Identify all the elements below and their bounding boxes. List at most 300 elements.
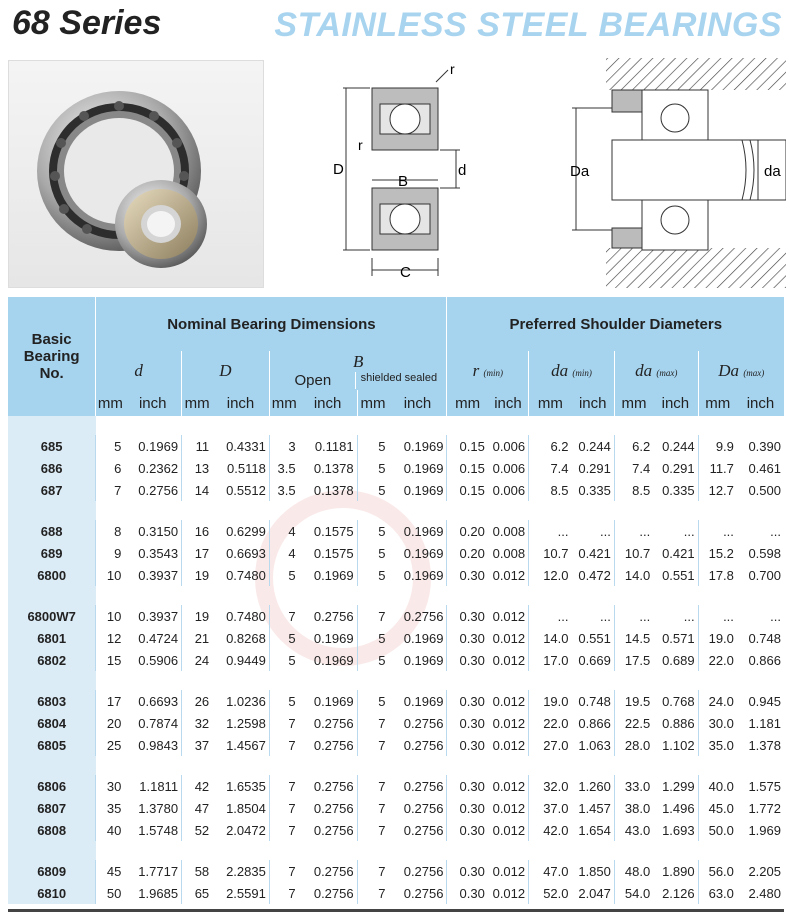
table-cell: 7 — [269, 797, 298, 819]
table-cell: 1.496 — [662, 800, 695, 816]
table-cell: 33.0 — [614, 775, 653, 797]
table-cell: 1.969 — [748, 822, 781, 838]
table-row — [8, 627, 784, 649]
table-cell: 5 — [96, 435, 125, 457]
table-cell: 1.260 — [578, 778, 611, 794]
unit-inch: inch — [388, 390, 447, 416]
table-cell: 16 — [182, 520, 213, 542]
table-cell: 0.30 — [447, 882, 488, 904]
bearing-number: 6800 — [8, 564, 96, 586]
table-cell: 5 — [269, 564, 298, 586]
page-title: 68 Series — [12, 4, 162, 42]
units-row — [8, 390, 784, 416]
table-cell: 7 — [357, 819, 388, 841]
table-cell: 0.500 — [748, 482, 781, 498]
table-cell: 37.0 — [529, 797, 572, 819]
table-cell: 0.1969 — [313, 630, 354, 646]
table-cell: 0.30 — [447, 797, 488, 819]
table-cell: 8 — [96, 520, 125, 542]
table-cell: 5 — [357, 435, 388, 457]
table-cell: 0.2362 — [138, 460, 179, 476]
table-cell: 0.2756 — [313, 737, 354, 753]
table-cell: 9 — [96, 542, 125, 564]
table-cell: 1.850 — [578, 863, 611, 879]
bearing-number: 6803 — [8, 690, 96, 712]
unit-mm: mm — [529, 390, 572, 416]
col-Da-max-header: Da (max) — [698, 351, 784, 390]
table-cell: ... — [529, 520, 572, 542]
table-cell: 0.1969 — [403, 693, 444, 709]
table-cell: 0.6299 — [226, 523, 266, 539]
table-cell: 5 — [357, 627, 388, 649]
table-cell: 3 — [269, 435, 298, 457]
shoulder-diameter-diagram — [562, 58, 786, 290]
table-cell: 8.5 — [529, 479, 572, 501]
table-cell: ... — [698, 605, 737, 627]
table-cell: 30 — [96, 775, 125, 797]
table-cell: 0.4331 — [226, 438, 266, 454]
table-cell: ... — [600, 608, 611, 624]
table-cell: 32.0 — [529, 775, 572, 797]
table-cell: 0.006 — [492, 482, 526, 498]
table-cell: 19 — [182, 605, 213, 627]
table-row — [8, 605, 784, 627]
table-cell: 0.20 — [447, 520, 488, 542]
spacer-row — [8, 501, 784, 520]
table-cell: 0.421 — [578, 545, 611, 561]
table-cell: 0.1969 — [403, 652, 444, 668]
table-cell: 42.0 — [529, 819, 572, 841]
table-cell: 5 — [269, 627, 298, 649]
table-cell: 11.7 — [698, 457, 737, 479]
table-cell: 43.0 — [614, 819, 653, 841]
table-cell: ... — [683, 608, 695, 624]
table-cell: 7 — [357, 882, 388, 904]
table-cell: ... — [683, 523, 695, 539]
spacer-row — [8, 756, 784, 775]
table-cell: 0.3543 — [138, 545, 179, 561]
table-cell: 4 — [269, 520, 298, 542]
table-cell: 17.8 — [698, 564, 737, 586]
col-da-max-header: da (max) — [614, 351, 698, 390]
table-cell: 0.2756 — [403, 822, 444, 838]
table-cell: 0.244 — [662, 438, 695, 454]
table-cell: 63.0 — [698, 882, 737, 904]
table-cell: 0.6693 — [138, 693, 179, 709]
table-cell: 6.2 — [614, 435, 653, 457]
table-cell: 0.1969 — [403, 482, 444, 498]
table-cell: 30.0 — [698, 712, 737, 734]
table-cell: 1.181 — [748, 715, 781, 731]
table-cell: 50 — [96, 882, 125, 904]
table-cell: 0.3937 — [138, 567, 179, 583]
table-cell: 22.5 — [614, 712, 653, 734]
table-cell: 1.378 — [748, 737, 781, 753]
table-cell: 0.012 — [492, 567, 526, 583]
table-cell: 0.2756 — [403, 608, 444, 624]
col-shielded-header: shielded sealed — [355, 372, 442, 389]
table-cell: 0.2756 — [313, 863, 354, 879]
bearing-photo-illustration — [9, 61, 263, 287]
table-cell: 2.480 — [748, 885, 781, 901]
table-cell: 1.890 — [662, 863, 695, 879]
table-cell: 0.700 — [748, 567, 781, 583]
table-cell: 0.012 — [492, 715, 526, 731]
table-cell: 0.291 — [662, 460, 695, 476]
table-cell: 58 — [182, 860, 213, 882]
table-row — [8, 479, 784, 501]
table-cell: 0.1575 — [313, 523, 354, 539]
table-cell: 0.012 — [492, 693, 526, 709]
table-cell: 2.0472 — [226, 822, 266, 838]
table-cell: 40 — [96, 819, 125, 841]
label-d: d — [458, 162, 467, 179]
table-cell: 0.2756 — [403, 778, 444, 794]
table-cell: 0.006 — [492, 438, 526, 454]
table-cell: 37 — [182, 734, 213, 756]
table-cell: 5 — [357, 542, 388, 564]
table-cell: 7 — [269, 712, 298, 734]
table-cell: 0.3937 — [138, 608, 179, 624]
table-cell: 0.006 — [492, 460, 526, 476]
table-cell: 7 — [357, 712, 388, 734]
spacer-row — [8, 586, 784, 605]
table-cell: 7.4 — [614, 457, 653, 479]
bearing-number: 687 — [8, 479, 96, 501]
table-cell: 1.7717 — [138, 863, 179, 879]
table-cell: 3.5 — [269, 479, 298, 501]
table-cell: 7 — [269, 775, 298, 797]
table-cell: 47 — [182, 797, 213, 819]
table-cell: 0.2756 — [313, 715, 354, 731]
table-cell: 0.291 — [578, 460, 611, 476]
table-cell: 17.0 — [529, 649, 572, 671]
bearing-number: 6806 — [8, 775, 96, 797]
table-cell: 0.7480 — [226, 608, 266, 624]
table-cell: 0.748 — [578, 693, 611, 709]
unit-mm: mm — [182, 390, 213, 416]
table-cell: 1.575 — [748, 778, 781, 794]
table-row — [8, 564, 784, 586]
table-cell: 1.1811 — [139, 778, 179, 794]
table-cell: 5 — [357, 564, 388, 586]
unit-inch: inch — [653, 390, 698, 416]
table-cell: 0.2756 — [313, 608, 354, 624]
table-cell: 1.693 — [662, 822, 695, 838]
table-cell: 56.0 — [698, 860, 737, 882]
table-cell: 1.4567 — [226, 737, 266, 753]
label-Da: Da — [570, 163, 590, 180]
page-subtitle: STAINLESS STEEL BEARINGS — [274, 6, 782, 44]
table-cell: 0.012 — [492, 737, 526, 753]
table-cell: 0.30 — [447, 775, 488, 797]
table-cell: 0.571 — [662, 630, 695, 646]
table-cell: 0.012 — [492, 778, 526, 794]
table-cell: 0.15 — [447, 457, 488, 479]
unit-inch: inch — [124, 390, 181, 416]
unit-mm: mm — [96, 390, 125, 416]
table-cell: 0.1969 — [403, 545, 444, 561]
table-cell: 65 — [182, 882, 213, 904]
table-cell: 7 — [357, 860, 388, 882]
table-cell: 1.063 — [578, 737, 611, 753]
table-cell: 0.768 — [662, 693, 695, 709]
table-cell: 15.2 — [698, 542, 737, 564]
table-cell: 7.4 — [529, 457, 572, 479]
table-cell: 21 — [182, 627, 213, 649]
table-row — [8, 435, 784, 457]
col-d-header: d — [96, 351, 182, 390]
table-cell: 12.7 — [698, 479, 737, 501]
bearing-number: 686 — [8, 457, 96, 479]
table-cell: 0.012 — [492, 608, 526, 624]
table-cell: 19.0 — [698, 627, 737, 649]
table-cell: 2.047 — [578, 885, 611, 901]
table-cell: 26 — [182, 690, 213, 712]
table-cell: 40.0 — [698, 775, 737, 797]
table-cell: 1.6535 — [226, 778, 266, 794]
table-row — [8, 819, 784, 841]
table-cell: 22.0 — [698, 649, 737, 671]
table-cell: 0.2756 — [313, 800, 354, 816]
unit-mm: mm — [269, 390, 298, 416]
table-cell: 0.1969 — [313, 693, 354, 709]
table-cell: 22.0 — [529, 712, 572, 734]
table-cell: 0.2756 — [313, 822, 354, 838]
table-cell: 45.0 — [698, 797, 737, 819]
table-cell: 0.335 — [662, 482, 695, 498]
table-cell: 1.299 — [662, 778, 695, 794]
table-cell: 17 — [96, 690, 125, 712]
table-row — [8, 797, 784, 819]
table-cell: 5 — [357, 520, 388, 542]
table-cell: 0.689 — [662, 652, 695, 668]
table-cell: ... — [614, 605, 653, 627]
table-cell: 0.335 — [578, 482, 611, 498]
bearing-number: 688 — [8, 520, 96, 542]
table-cell: 0.9449 — [226, 652, 266, 668]
table-cell: 0.1181 — [314, 438, 354, 454]
table-cell: 0.2756 — [403, 800, 444, 816]
table-cell: 14 — [182, 479, 213, 501]
table-cell: 0.1969 — [403, 523, 444, 539]
table-cell: 0.1575 — [313, 545, 354, 561]
table-cell: 0.551 — [662, 567, 695, 583]
table-row — [8, 649, 784, 671]
table-cell: 7 — [357, 734, 388, 756]
table-cell: 24 — [182, 649, 213, 671]
table-cell: 0.4724 — [138, 630, 179, 646]
table-row — [8, 775, 784, 797]
table-cell: 0.1969 — [313, 567, 354, 583]
bearing-number: 6800W7 — [8, 605, 96, 627]
table-cell: 0.2756 — [403, 863, 444, 879]
table-cell: 0.1969 — [403, 438, 444, 454]
table-cell: 0.15 — [447, 479, 488, 501]
spacer-row — [8, 841, 784, 860]
table-cell: 7 — [269, 734, 298, 756]
table-row — [8, 690, 784, 712]
table-cell: 0.244 — [578, 438, 611, 454]
table-cell: 5 — [269, 649, 298, 671]
table-cell: 14.5 — [614, 627, 653, 649]
spacer-row — [8, 671, 784, 690]
table-cell: 0.30 — [447, 627, 488, 649]
label-C: C — [400, 264, 411, 281]
table-cell: 28.0 — [614, 734, 653, 756]
table-cell: 7 — [269, 860, 298, 882]
table-cell: 0.461 — [748, 460, 781, 476]
table-cell: 1.102 — [662, 737, 695, 753]
table-cell: 4 — [269, 542, 298, 564]
table-cell: 19.0 — [529, 690, 572, 712]
table-cell: 17 — [182, 542, 213, 564]
table-cell: 0.5118 — [227, 460, 266, 476]
table-cell: 0.30 — [447, 690, 488, 712]
table-cell: 12 — [96, 627, 125, 649]
table-cell: 0.6693 — [226, 545, 266, 561]
bearing-number: 6802 — [8, 649, 96, 671]
table-cell: ... — [529, 605, 572, 627]
table-cell: 7 — [357, 775, 388, 797]
table-cell: 0.5512 — [226, 482, 266, 498]
table-row — [8, 520, 784, 542]
table-cell: ... — [770, 608, 781, 624]
table-cell: 27.0 — [529, 734, 572, 756]
table-cell: 1.3780 — [138, 800, 179, 816]
unit-inch: inch — [212, 390, 269, 416]
table-cell: 0.5906 — [138, 652, 179, 668]
table-cell: 42 — [182, 775, 213, 797]
spacer-row — [8, 416, 784, 435]
table-row — [8, 542, 784, 564]
table-cell: 0.2756 — [313, 778, 354, 794]
table-cell: 0.2756 — [403, 715, 444, 731]
col-open-header: Open — [294, 372, 332, 389]
table-cell: 0.30 — [447, 860, 488, 882]
unit-inch: inch — [572, 390, 615, 416]
label-B: B — [398, 173, 409, 190]
table-row — [8, 734, 784, 756]
bearing-number: 685 — [8, 435, 96, 457]
unit-mm: mm — [357, 390, 388, 416]
table-cell: 0.30 — [447, 712, 488, 734]
table-cell: 1.2598 — [226, 715, 266, 731]
table-cell: 25 — [96, 734, 125, 756]
bearing-spec-table — [8, 297, 784, 904]
table-cell: 19 — [182, 564, 213, 586]
table-cell: 17.5 — [614, 649, 653, 671]
table-cell: 52.0 — [529, 882, 572, 904]
table-cell: 2.205 — [748, 863, 781, 879]
table-cell: 5 — [357, 690, 388, 712]
table-cell: 2.2835 — [226, 863, 266, 879]
unit-inch: inch — [488, 390, 529, 416]
table-cell: 0.866 — [748, 652, 781, 668]
table-cell: 10 — [96, 605, 125, 627]
table-cell: 0.421 — [662, 545, 695, 561]
label-r-outer: r — [450, 61, 455, 77]
table-cell: 7 — [96, 479, 125, 501]
table-row — [8, 882, 784, 904]
label-da: da — [764, 163, 781, 180]
table-cell: 48.0 — [614, 860, 653, 882]
table-cell: 35 — [96, 797, 125, 819]
table-cell: 35.0 — [698, 734, 737, 756]
table-cell: 0.8268 — [226, 630, 266, 646]
table-cell: 38.0 — [614, 797, 653, 819]
table-cell: 0.1378 — [313, 482, 354, 498]
table-cell: 10.7 — [614, 542, 653, 564]
table-cell: 3.5 — [269, 457, 298, 479]
table-cell: 0.008 — [492, 545, 526, 561]
table-cell: 50.0 — [698, 819, 737, 841]
table-cell: 0.2756 — [313, 885, 354, 901]
table-cell: 7 — [269, 605, 298, 627]
unit-mm: mm — [698, 390, 737, 416]
table-cell: 7 — [269, 819, 298, 841]
table-cell: 5 — [357, 649, 388, 671]
bearing-photo — [8, 60, 264, 288]
label-D: D — [333, 161, 344, 178]
table-cell: 24.0 — [698, 690, 737, 712]
table-cell: 54.0 — [614, 882, 653, 904]
table-cell: 0.012 — [492, 630, 526, 646]
bearing-number: 6810 — [8, 882, 96, 904]
table-body — [8, 416, 784, 904]
table-cell: 20 — [96, 712, 125, 734]
basic-bearing-header: Basic Bearing No. — [8, 297, 96, 416]
table-cell: ... — [614, 520, 653, 542]
bearing-number: 689 — [8, 542, 96, 564]
bearing-number: 6801 — [8, 627, 96, 649]
table-row — [8, 712, 784, 734]
table-cell: 0.1969 — [138, 438, 179, 454]
col-da-min-header: da (min) — [529, 351, 615, 390]
table-cell: 0.1969 — [313, 652, 354, 668]
col-D-header: D — [182, 351, 270, 390]
table-cell: 1.9685 — [138, 885, 179, 901]
table-cell: 0.551 — [578, 630, 611, 646]
table-cell: 2.5591 — [226, 885, 266, 901]
table-cell: 7 — [357, 605, 388, 627]
table-cell: 0.7874 — [138, 715, 179, 731]
table-cell: 0.472 — [578, 567, 611, 583]
table-row — [8, 457, 784, 479]
table-cell: 0.1378 — [313, 460, 354, 476]
unit-inch: inch — [737, 390, 784, 416]
table-cell: 0.30 — [447, 819, 488, 841]
table-cell: 5 — [269, 690, 298, 712]
table-cell: 12.0 — [529, 564, 572, 586]
table-cell: 0.012 — [492, 800, 526, 816]
table-cell: 1.5748 — [138, 822, 179, 838]
table-cell: 0.012 — [492, 885, 526, 901]
table-cell: 45 — [96, 860, 125, 882]
table-cell: 6 — [96, 457, 125, 479]
unit-mm: mm — [614, 390, 653, 416]
table-cell: 11 — [182, 435, 213, 457]
table-cell: 0.2756 — [403, 885, 444, 901]
bearing-number: 6804 — [8, 712, 96, 734]
table-cell: 5 — [357, 479, 388, 501]
table-cell: 1.654 — [578, 822, 611, 838]
table-cell: 2.126 — [662, 885, 695, 901]
table-cell: 0.945 — [748, 693, 781, 709]
table-cell: 0.866 — [578, 715, 611, 731]
table-cell: 0.008 — [492, 523, 526, 539]
bearing-number: 6809 — [8, 860, 96, 882]
